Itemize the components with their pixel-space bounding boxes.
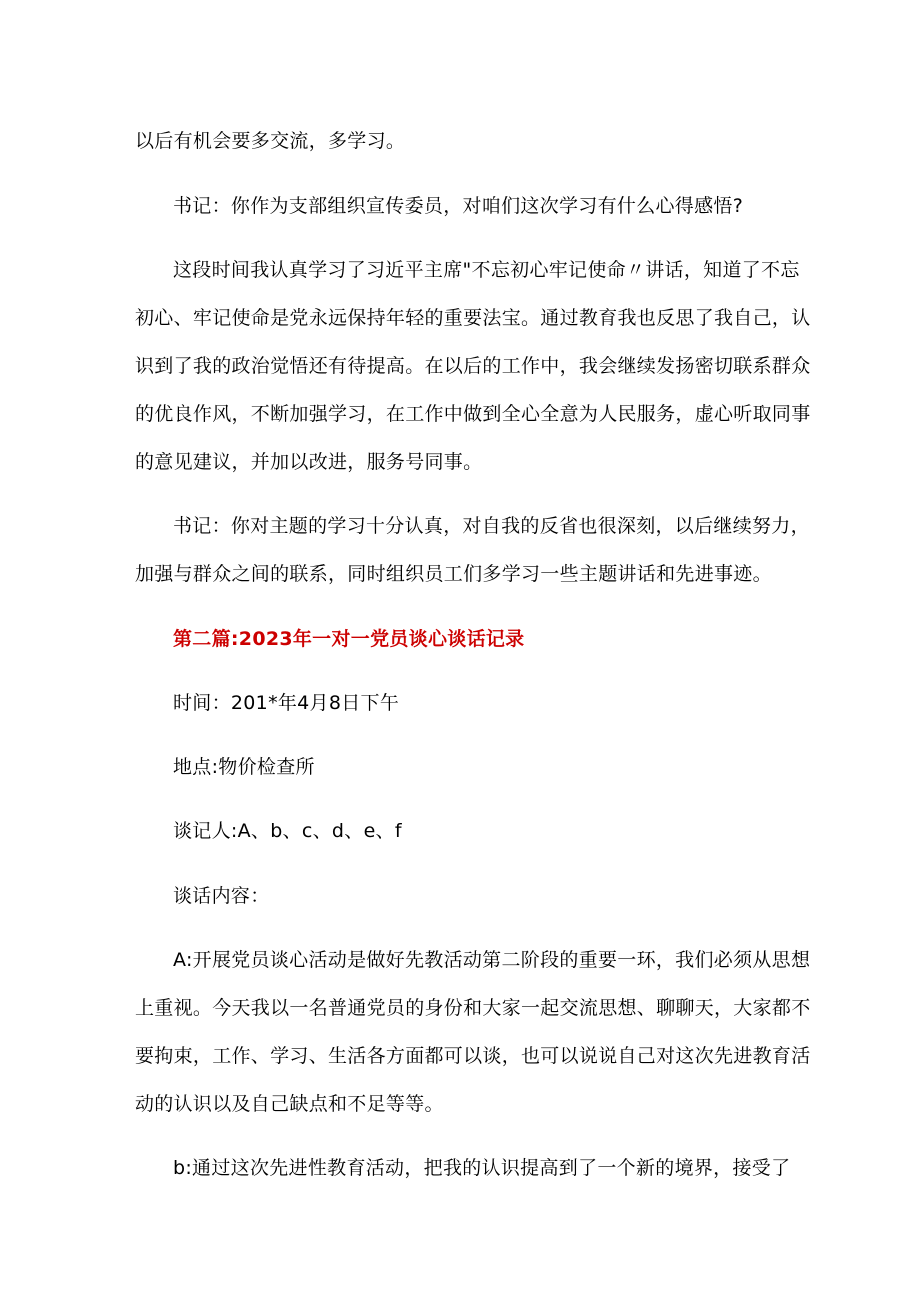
text-line: 初心、牢记使命是党永远保持年轻的重要法宝。通过教育我也反思了我自己，认	[135, 307, 811, 329]
text-line: 书记：你对主题的学习十分认真，对自我的反省也很深刻，以后继续努力，	[173, 515, 810, 537]
text-line: A:开展党员谈心活动是做好先教活动第二阶段的重要一环，我们必须从思想	[173, 949, 811, 971]
text-line: 动的认识以及自己缺点和不足等等。	[135, 1093, 444, 1115]
text-line: 以后有机会要多交流，多学习。	[135, 130, 406, 152]
text-line: 要拘束，工作、学习、生活各方面都可以谈，也可以说说自己对这次先进教育活	[135, 1045, 811, 1067]
section-heading: 第二篇:2023年一对一党员谈心谈话记录	[173, 628, 525, 650]
text-line: 的意见建议，并加以改进，服务号同事。	[135, 451, 483, 473]
meeting-time: 时间：201*年4月8日下午	[173, 692, 400, 714]
text-line: 的优良作风，不断加强学习，在工作中做到全心全意为人民服务，虚心听取同事	[135, 403, 811, 425]
text-line: 加强与群众之间的联系，同时组织员工们多学习一些主题讲话和先进事迹。	[135, 563, 772, 585]
text-line: 这段时间我认真学习了习近平主席"不忘初心牢记使命〃讲话，知道了不忘	[173, 259, 800, 281]
meeting-location: 地点:物价检查所	[173, 756, 315, 778]
text-line: 书记：你作为支部组织宣传委员，对咱们这次学习有什么心得感悟?	[173, 195, 744, 217]
text-line: 识到了我的政治觉悟还有待提高。在以后的工作中，我会继续发扬密切联系群众	[135, 355, 811, 377]
meeting-participants: 谈记人:A、b、c、d、e、f	[173, 820, 402, 842]
talk-content-label: 谈话内容：	[173, 885, 270, 907]
text-line: 上重视。今天我以一名普通党员的身份和大家一起交流思想、聊聊天，大家都不	[135, 997, 811, 1019]
text-line: b:通过这次先进性教育活动，把我的认识提高到了一个新的境界，接受了	[173, 1157, 791, 1179]
